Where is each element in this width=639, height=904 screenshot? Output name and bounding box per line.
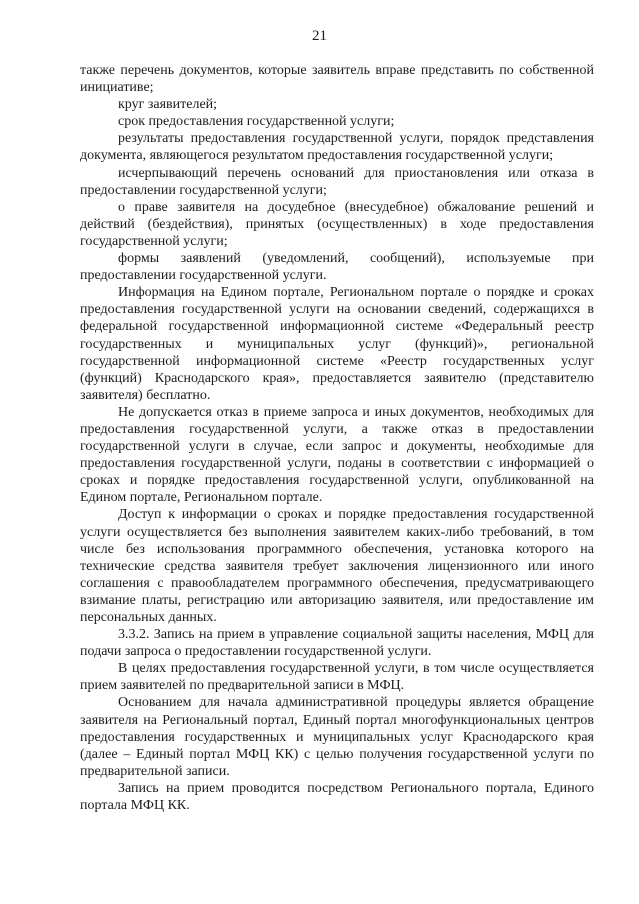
paragraph-section-3-3-2: 3.3.2. Запись на прием в управление социальной защиты населения, МФЦ для подачи запроса о предоставлении государственной услуги. — [80, 627, 594, 660]
paragraph-service-term: срок предоставления государственной услуги; — [118, 114, 395, 130]
paragraph-appointment-channels: Запись на прием проводится посредством Регионального портала, Единого портала МФЦ КК. — [80, 780, 594, 814]
page-number: 21 — [312, 28, 327, 44]
paragraph-no-refusal: Не допускается отказ в приеме запроса и иных документов, необходимых для предоставления государственной услуги, а также отказ в предоставлении государственной услуги в случае, если запрос и документы, необходимые для предоставления государственной услуги, поданы в соответствии с информацией о сроках и порядке предоставления государственной услуги, опубликованной на Едином портале, Региональном портале. — [80, 404, 594, 506]
paragraph-documents-list: также перечень документов, которые заявитель вправе представить по собственной инициативе; — [80, 63, 594, 96]
paragraph-prior-appointment: В целях предоставления государственной услуги, в том числе осуществляется прием заявителей по предварительной записи в МФЦ. — [80, 661, 594, 694]
paragraph-portal-information: Информация на Едином портале, Региональном портале о порядке и сроках предоставления государственной услуги на основании сведений, содержащихся в федеральной государственной информационной системе «Федеральный реестр государственных и муниципальных услуг (функций)», региональной государственной информационной системе «Реестр государственных услуг (функций) Краснодарского края», предоставляется заявителю (представителю заявителя) бесплатно. — [80, 285, 594, 403]
document-body — [80, 62, 594, 814]
paragraph-refusal-grounds: исчерпывающий перечень оснований для приостановления или отказа в предоставлении государственной услуги; — [80, 165, 594, 198]
paragraph-free-access: Доступ к информации о сроках и порядке предоставления государственной услуги осуществляется без выполнения заявителем каких-либо требований, в том числе без использования программного обеспечения, установка которого на технические средства заявителя требует заключения лицензионного или иного соглашения с правообладателем программного обеспечения, предусматривающего взимание платы, регистрацию или авторизацию заявителя, или предоставление им персональных данных. — [80, 507, 594, 625]
paragraph-appeal-right: о праве заявителя на досудебное (внесудебное) обжалование решений и действий (бездействия), принятых (осуществленных) в ходе предоставления государственной услуги; — [80, 199, 594, 249]
paragraph-application-forms: формы заявлений (уведомлений, сообщений), используемые при предоставлении государственной услуги. — [80, 251, 594, 284]
paragraph-procedure-basis: Основанием для начала административной процедуры является обращение заявителя на Региональный портал, Единый портал многофункциональных центров предоставления государственных и муниципальных услуг Краснодарского края (далее – Единый портал МФЦ КК) с целью получения государственной услуги по предварительной записи. — [80, 695, 594, 779]
paragraph-applicants: круг заявителей; — [118, 97, 218, 113]
paragraph-service-results: результаты предоставления государственной услуги, порядок представления документа, являющегося результатом предоставления государственной услуги; — [80, 131, 594, 164]
